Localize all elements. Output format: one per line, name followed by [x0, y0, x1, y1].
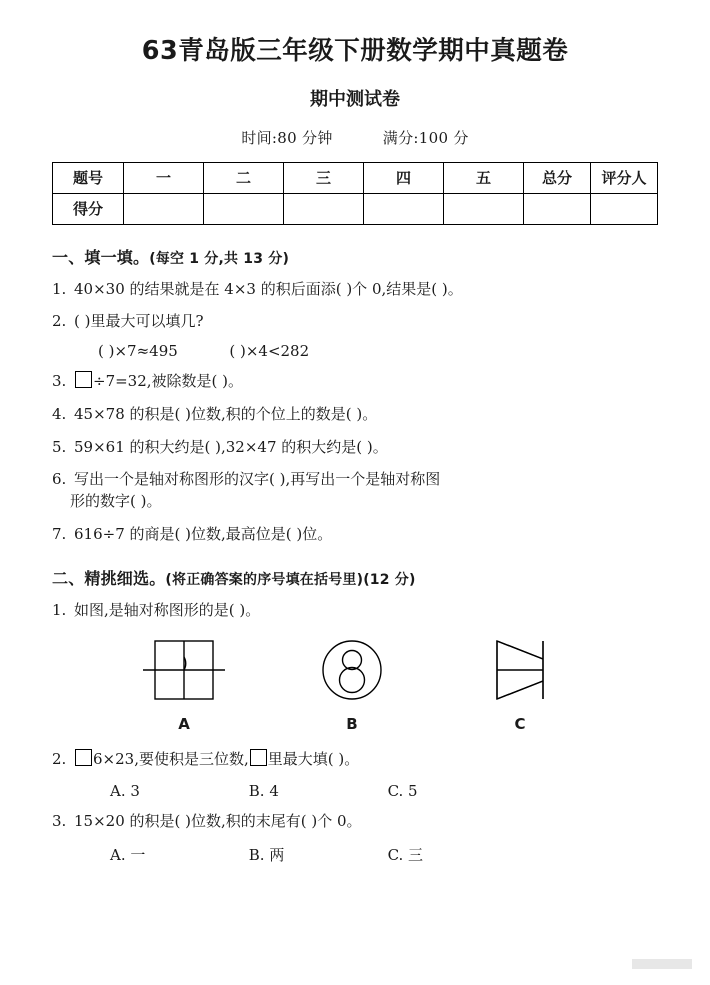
table-cell: [591, 193, 658, 224]
table-cell: 评分人: [591, 162, 658, 193]
option-c: C. 三: [387, 845, 424, 864]
table-cell: 一: [124, 162, 204, 193]
question-1-3: [52, 371, 658, 393]
table-cell: [124, 193, 204, 224]
question-text: 6×23,要使积是三位数,: [93, 750, 249, 769]
question-text: ( )里最大可以填几?: [74, 312, 204, 331]
section-2-heading: [52, 566, 658, 589]
section-1-note: (每空 1 分,共 13 分): [149, 250, 290, 267]
figure-row: [52, 635, 658, 733]
question-number: 3.: [52, 812, 67, 831]
question-2-1: [52, 600, 658, 622]
option-b: B. 4: [248, 782, 279, 801]
question-1-5: [52, 437, 658, 459]
question-number: 2.: [52, 312, 67, 331]
answer-box-icon: [250, 749, 267, 766]
answer-box-icon: [75, 749, 92, 766]
question-text: 40×30 的结果就是在 4×3 的积后面添( )个 0,结果是( )。: [74, 279, 463, 298]
table-row: [53, 193, 658, 224]
figure-label-a: A: [178, 715, 190, 734]
figure-label-c: C: [514, 715, 526, 734]
question-text: ÷7=32,被除数是( )。: [93, 372, 244, 391]
table-cell: 得分: [53, 193, 124, 224]
question-1-7: [52, 524, 658, 546]
table-cell: [524, 193, 591, 224]
question-number: 4.: [52, 404, 67, 423]
answer-box-icon: [75, 371, 92, 388]
table-cell: [444, 193, 524, 224]
exam-meta: [52, 127, 658, 148]
table-cell: 总分: [524, 162, 591, 193]
table-cell: [284, 193, 364, 224]
table-cell: [364, 193, 444, 224]
table-cell: 题号: [53, 162, 124, 193]
question-text-cont: 里最大填( )。: [267, 750, 360, 769]
question-1-1: [52, 279, 658, 301]
question-2-2-options: [52, 782, 658, 800]
figure-a: [100, 635, 268, 733]
section-1-heading: [52, 245, 658, 268]
option-a: A. 3: [110, 782, 140, 801]
question-number: 1.: [52, 279, 67, 298]
option-b: B. 两: [248, 845, 285, 864]
question-text: 45×78 的积是( )位数,积的个位上的数是( )。: [74, 404, 378, 423]
figure-c: [436, 635, 604, 733]
section-2-note: (将正确答案的序号填在括号里)(12 分): [165, 571, 416, 588]
question-2-3-options: [52, 844, 658, 865]
question-text: 616÷7 的商是( )位数,最高位是( )位。: [74, 524, 333, 543]
question-1-6: [52, 469, 658, 513]
section-1-title: 一、填一填。: [52, 247, 150, 267]
question-1-4: [52, 404, 658, 426]
table-cell: 二: [204, 162, 284, 193]
table-cell: [204, 193, 284, 224]
question-sub-left: ( )×7≈495: [98, 342, 178, 361]
section-2-title: 二、精挑细选。: [52, 568, 166, 588]
circle-with-eight-icon: [309, 635, 395, 707]
question-text: 写出一个是轴对称图形的汉字( ),再写出一个是轴对称图: [74, 470, 441, 489]
table-row: [53, 162, 658, 193]
question-2-3: [52, 811, 658, 833]
total-score-label: 满分:100 分: [382, 128, 469, 147]
option-c: C. 5: [387, 782, 418, 801]
question-1-2-subline: [52, 342, 658, 360]
page-corner-mark: [632, 959, 692, 969]
question-sub-right: ( )×4<282: [229, 342, 310, 361]
question-number: 5.: [52, 437, 67, 456]
bowtie-shape-icon: [477, 635, 563, 707]
question-text-cont: 形的数字( )。: [70, 492, 162, 511]
figure-b: [268, 635, 436, 733]
table-cell: 四: [364, 162, 444, 193]
question-text: 15×20 的积是( )位数,积的末尾有( )个 0。: [74, 812, 362, 831]
question-number: 7.: [52, 524, 67, 543]
question-number: 2.: [52, 750, 67, 769]
question-2-2: [52, 749, 658, 771]
question-number: 3.: [52, 372, 67, 391]
question-number: 1.: [52, 600, 67, 619]
question-text: 59×61 的积大约是( ),32×47 的积大约是( )。: [74, 437, 388, 456]
page-subtitle: 期中测试卷: [310, 88, 400, 110]
question-1-2: [52, 311, 658, 333]
question-number: 6.: [52, 470, 67, 489]
question-text: 如图,是轴对称图形的是( )。: [74, 600, 261, 619]
time-label: 时间:80 分钟: [241, 128, 333, 147]
score-table: [52, 162, 658, 225]
square-with-cross-icon: [141, 635, 227, 707]
page-title: 63青岛版三年级下册数学期中真题卷: [141, 36, 569, 66]
option-a: A. 一: [110, 845, 146, 864]
table-cell: 三: [284, 162, 364, 193]
figure-label-b: B: [346, 715, 358, 734]
table-cell: 五: [444, 162, 524, 193]
